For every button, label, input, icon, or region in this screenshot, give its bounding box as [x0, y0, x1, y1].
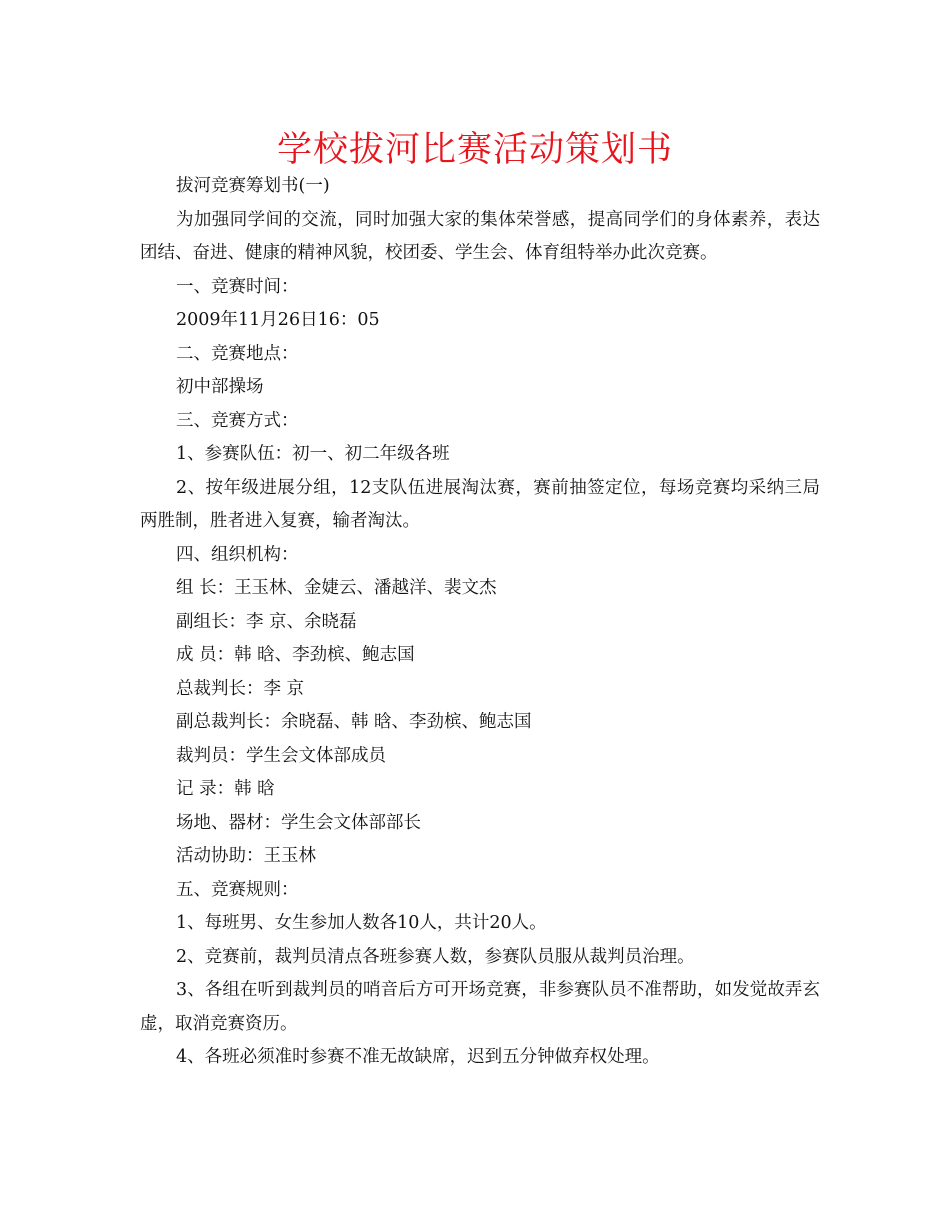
- format-item-2: 2、按年级进展分组，12支队伍进展淘汰赛，赛前抽签定位，每场竞赛均采纳三局两胜制，胜者进入复赛，输者淘汰。: [140, 477, 820, 531]
- org-members: 成 员：韩 晗、李劲槟、鲍志国: [176, 645, 415, 665]
- section-heading-location: 二、竞赛地点：: [176, 343, 299, 364]
- location-value: 初中部操场: [176, 377, 264, 397]
- section-heading-time: 一、竞赛时间：: [176, 276, 299, 297]
- intro-paragraph: 为加强同学间的交流，同时加强大家的集体荣誉感，提高同学们的身体素养，表达团结、奋进、健康的精神风貌，校团委、学生会、体育组特举办此次竞赛。: [140, 209, 820, 263]
- document-body: [140, 170, 820, 1075]
- document-title: 学校拔河比赛活动策划书: [276, 130, 673, 170]
- section-heading-format: 三、竞赛方式：: [176, 410, 299, 431]
- org-venue-equipment: 场地、器材：学生会文体部部长: [176, 812, 421, 833]
- org-recorder: 记 录：韩 晗: [176, 779, 275, 799]
- section-heading-rules: 五、竞赛规则：: [176, 879, 299, 900]
- org-referees: 裁判员：学生会文体部成员: [176, 745, 386, 766]
- org-assistance: 活动协助：王玉林: [176, 846, 316, 866]
- org-deputy-leader: 副组长：李 京、余晓磊: [176, 611, 357, 632]
- org-deputy-chief-referee: 副总裁判长：余晓磊、韩 晗、李劲槟、鲍志国: [176, 712, 532, 732]
- rule-3: 3、各组在听到裁判员的哨音后方可开场竞赛，非参赛队员不准帮助，如发觉故弄玄虚，取消竞赛资历。: [140, 980, 820, 1034]
- org-leader: 组 长：王玉林、金婕云、潘越洋、裴文杰: [176, 578, 497, 598]
- format-item-1: 1、参赛队伍：初一、初二年级各班: [176, 444, 450, 464]
- rule-2: 2、竞赛前，裁判员清点各班参赛人数，参赛队员服从裁判员治理。: [176, 946, 695, 967]
- subtitle-paragraph: 拔河竞赛筹划书(一): [176, 176, 330, 196]
- time-value: 2009年11月26日16：05: [176, 310, 380, 330]
- rule-1: 1、每班男、女生参加人数各10人，共计20人。: [176, 913, 547, 933]
- rule-4: 4、各班必须准时参赛不准无故缺席，迟到五分钟做弃权处理。: [176, 1047, 660, 1067]
- section-heading-organization: 四、组织机构：: [176, 544, 299, 565]
- org-chief-referee: 总裁判长：李 京: [176, 678, 305, 699]
